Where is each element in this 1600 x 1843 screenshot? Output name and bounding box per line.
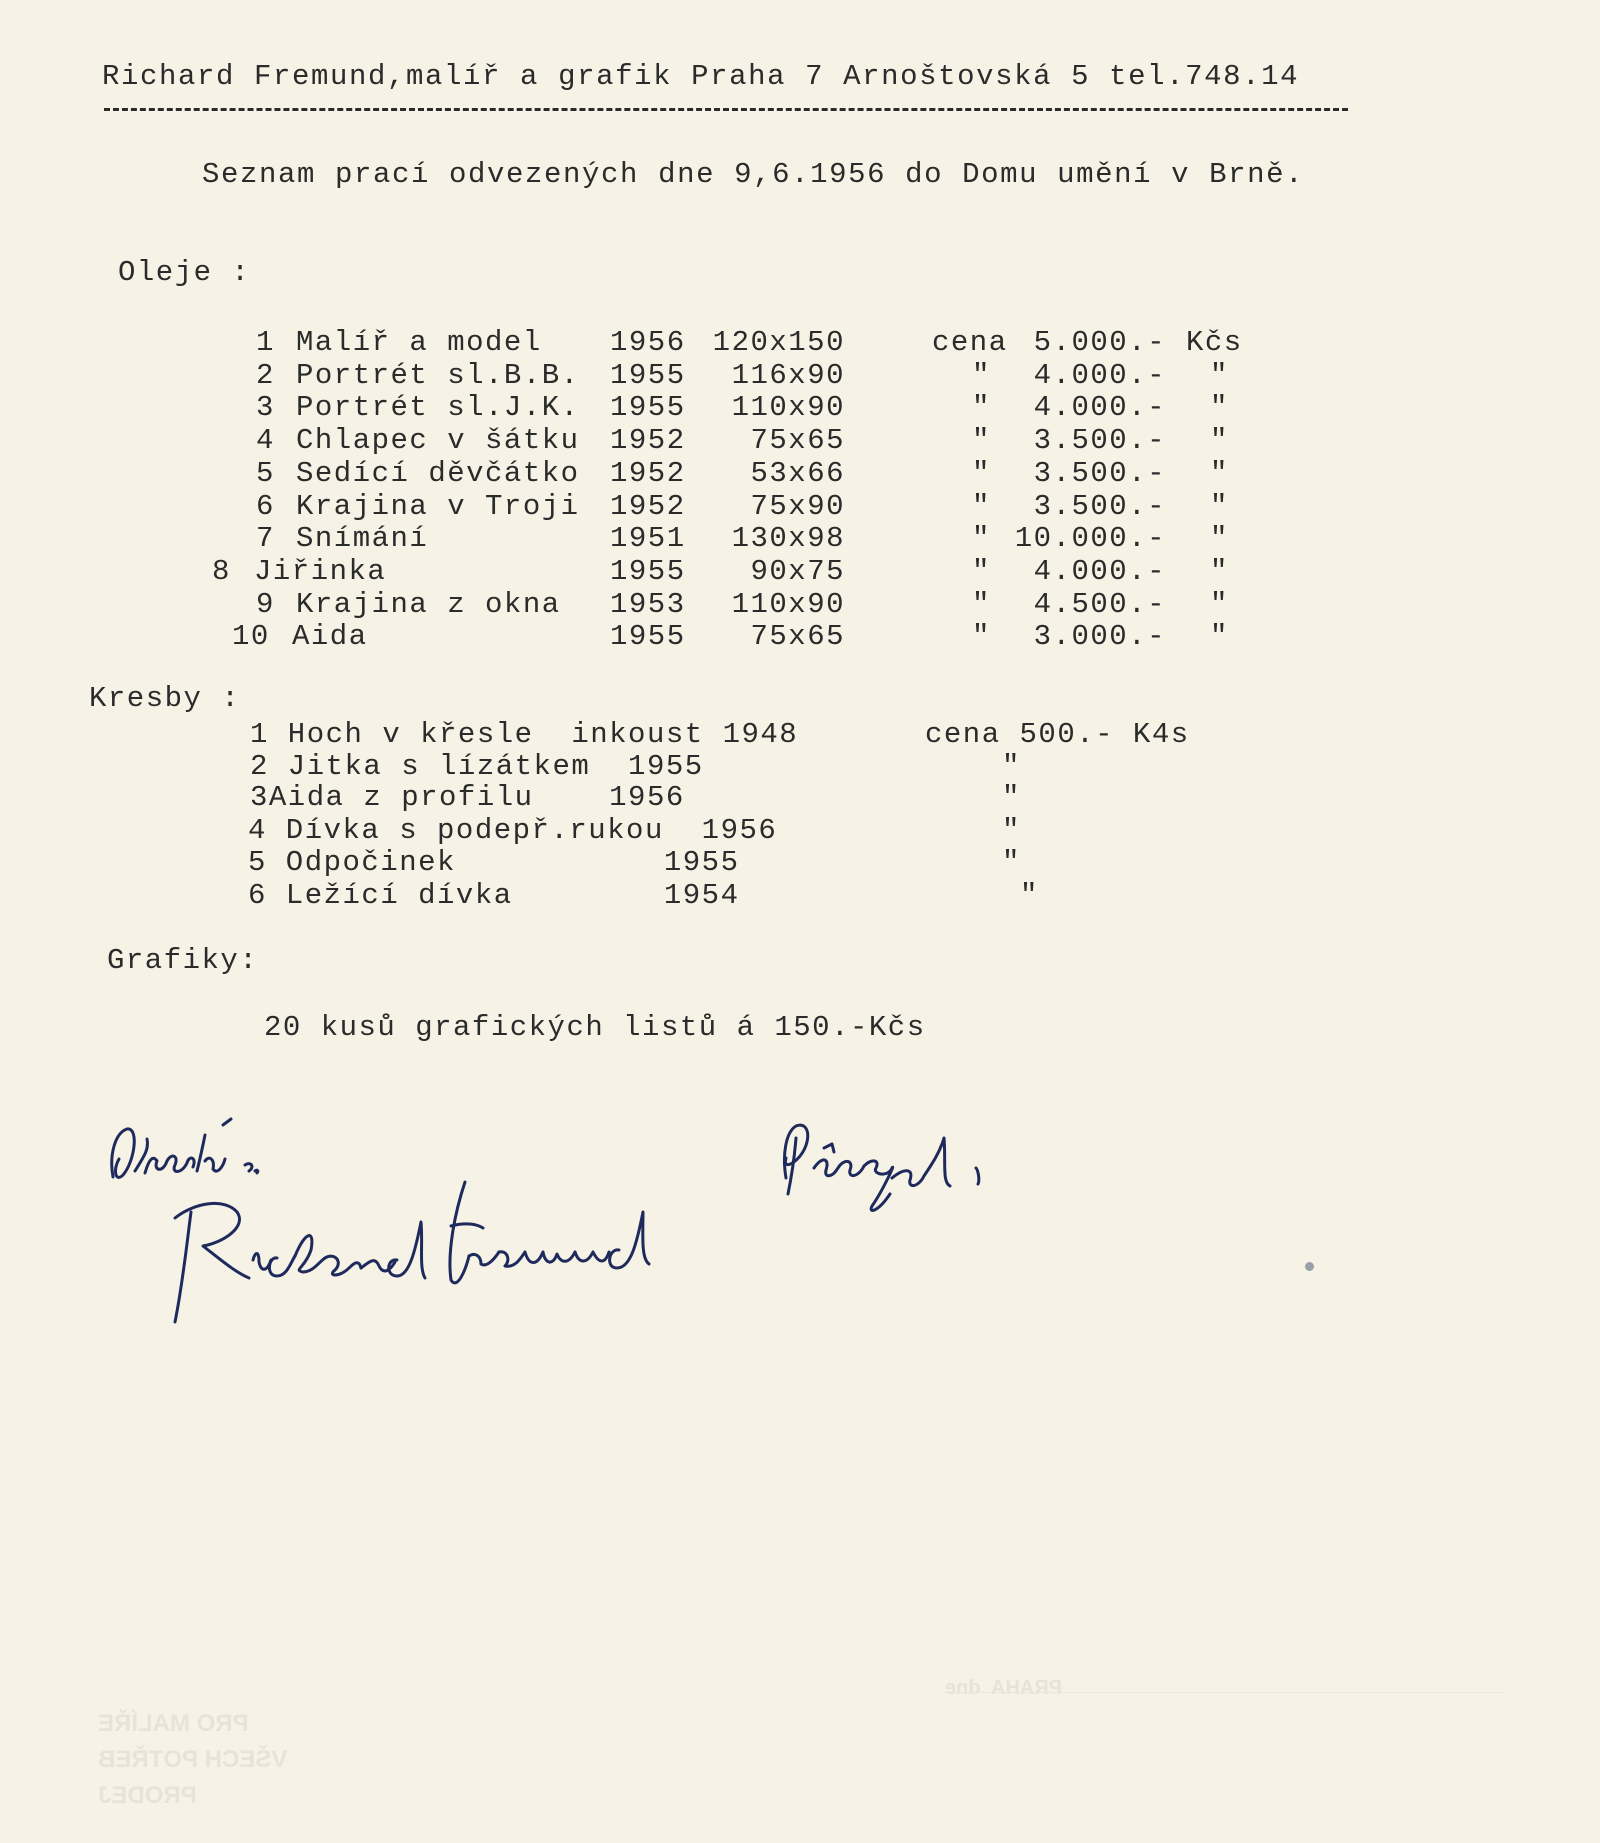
oil-size: 130x98 [731, 522, 845, 556]
drawing-entry: 3Aida z profilu 1956 [250, 781, 685, 814]
oil-number: 10 [232, 620, 270, 654]
show-through-stamp-line: PRO MALÍŘE [98, 1710, 249, 1737]
oil-price: 5.000.- [1033, 326, 1166, 359]
drawing-price: cena 500.- K4s [925, 718, 1190, 751]
oil-size: 110x90 [731, 587, 845, 621]
oil-price: 4.000.- [1033, 391, 1166, 425]
oil-title: Portrét sl.B.B. [296, 358, 580, 392]
oil-year: 1956 [610, 326, 686, 359]
drawing-price: " [1002, 846, 1021, 879]
oil-title: Aida [292, 620, 368, 654]
oil-size: 116x90 [731, 358, 845, 392]
letterhead-divider [104, 108, 1348, 111]
oil-price: 3.500.- [1033, 456, 1166, 490]
oil-currency: " [1210, 358, 1229, 392]
oil-year: 1955 [610, 358, 686, 392]
oil-title: Krajina z okna [296, 587, 561, 621]
oil-size: 90x75 [750, 554, 845, 588]
oil-title: Snímání [296, 522, 429, 556]
oil-size: 75x90 [750, 489, 845, 523]
oil-currency: " [1210, 424, 1229, 458]
oil-price-label: " [972, 358, 991, 392]
oil-size: 110x90 [731, 391, 845, 425]
oil-currency: " [1210, 554, 1229, 588]
oil-number: 1 [256, 326, 275, 359]
oil-number: 9 [256, 587, 275, 621]
section-heading-drawings: Kresby : [89, 682, 241, 715]
show-through-rule [945, 1692, 1505, 1693]
oil-title: Jiřinka [254, 554, 387, 588]
oil-price: 4.000.- [1033, 358, 1166, 392]
oil-title: Malíř a model [296, 326, 542, 359]
receiver-signature [772, 1108, 1072, 1228]
oil-price-label: " [972, 489, 991, 523]
oil-currency: " [1210, 620, 1229, 654]
oil-number: 7 [256, 522, 275, 556]
oil-title: Portrét sl.J.K. [296, 391, 580, 425]
oil-price: 3.500.- [1033, 489, 1166, 523]
oil-year: 1952 [610, 489, 686, 523]
oil-year: 1955 [610, 391, 686, 425]
drawing-entry: 5 Odpočinek 1955 [248, 846, 740, 879]
oil-price: 3.500.- [1033, 424, 1166, 458]
drawing-price: " [1002, 781, 1021, 814]
oil-price: 4.000.- [1033, 554, 1166, 588]
show-through-stamp-right: PRAHA dne [945, 1677, 1063, 1699]
oil-price-label: " [972, 587, 991, 621]
oil-price-label: " [972, 554, 991, 588]
oil-price: 3.000.- [1033, 620, 1166, 654]
drawing-entry: 1 Hoch v křesle inkoust 1948 [250, 718, 799, 751]
drawing-entry: 2 Jitka s lízátkem 1955 [250, 750, 704, 783]
ink-dot [1305, 1262, 1314, 1271]
show-through-stamp-line: VŠECH POTŘEB [98, 1746, 288, 1773]
oil-price-label: " [972, 391, 991, 425]
oil-year: 1955 [610, 554, 686, 588]
oil-size: 75x65 [750, 424, 845, 458]
document-subtitle: Seznam prací odvezených dne 9,6.1956 do Domu umění v Brně. [202, 158, 1305, 191]
oil-number: 8 [212, 554, 231, 588]
oil-size: 53x66 [750, 456, 845, 490]
drawing-price: " [1002, 750, 1021, 783]
sender-signature [165, 1172, 685, 1332]
signature-richard-fremund-icon [165, 1172, 685, 1332]
letterhead: Richard Fremund,malíř a grafik Praha 7 Arnoštovská 5 tel.748.14 [102, 60, 1300, 93]
oil-currency: " [1210, 587, 1229, 621]
oil-number: 2 [256, 358, 275, 392]
oil-number: 3 [256, 391, 275, 425]
oil-currency: " [1210, 456, 1229, 490]
drawing-entry: 4 Dívka s podepř.rukou 1956 [248, 814, 778, 847]
oil-size: 75x65 [750, 620, 845, 654]
drawing-entry: 6 Ležící dívka 1954 [248, 879, 740, 912]
oil-year: 1952 [610, 456, 686, 490]
section-heading-prints: Grafiky: [107, 944, 259, 977]
show-through-stamp-line: PRODEJ [98, 1782, 197, 1809]
oil-number: 4 [256, 424, 275, 458]
oil-currency: Kčs [1186, 326, 1243, 359]
oil-number: 6 [256, 489, 275, 523]
oil-title: Krajina v Troji [296, 489, 580, 523]
signature-prevzal-icon [772, 1108, 1072, 1228]
oil-price: 4.500.- [1033, 587, 1166, 621]
oil-price-label: " [972, 620, 991, 654]
oil-year: 1951 [610, 522, 686, 556]
oil-price-label: " [972, 456, 991, 490]
drawing-price: " [1002, 814, 1021, 847]
oil-year: 1955 [610, 620, 686, 654]
oil-size: 120x150 [712, 326, 845, 359]
oil-price: 10.000.- [1014, 522, 1166, 556]
oil-year: 1953 [610, 587, 686, 621]
oil-price-label: " [972, 424, 991, 458]
section-heading-oils: Oleje : [118, 256, 251, 289]
oil-number: 5 [256, 456, 275, 490]
oil-year: 1952 [610, 424, 686, 458]
oil-title: Sedící děvčátko [296, 456, 580, 490]
oil-currency: " [1210, 522, 1229, 556]
prints-line: 20 kusů grafických listů á 150.-Kčs [264, 1011, 926, 1044]
oil-title: Chlapec v šátku [296, 424, 580, 458]
oil-currency: " [1210, 489, 1229, 523]
drawing-price: " [1020, 879, 1039, 912]
oil-currency: " [1210, 391, 1229, 425]
oil-price-label: cena [932, 326, 1008, 359]
oil-price-label: " [972, 522, 991, 556]
